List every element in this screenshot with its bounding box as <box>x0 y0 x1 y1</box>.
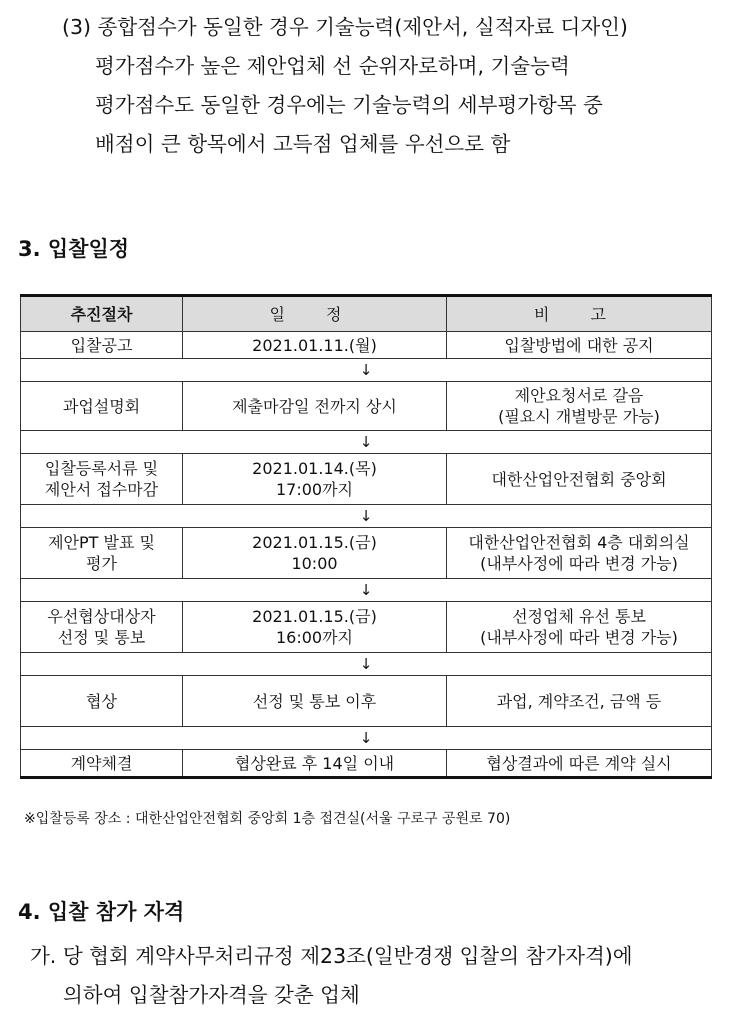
procedure-cell: 협상 <box>21 676 183 727</box>
column-header-remarks: 비 고 <box>447 296 712 332</box>
schedule-row <box>21 332 712 359</box>
procedure-cell: 입찰등록서류 및 제안서 접수마감 <box>21 454 183 505</box>
section-heading-bid-schedule: 3. 입찰일정 <box>18 237 130 261</box>
remarks-cell: 대한산업안전협회 4층 대회의실 (내부사정에 따라 변경 가능) <box>447 528 712 579</box>
schedule-row <box>21 528 712 579</box>
eligibility-line: 의하여 입찰참가자격을 갖춘 업체 <box>63 983 360 1007</box>
schedule-cell: 2021.01.14.(목) 17:00까지 <box>183 454 447 505</box>
section-heading-eligibility: 4. 입찰 참가 자격 <box>18 900 185 924</box>
schedule-row <box>21 676 712 727</box>
remarks-cell: 입찰방법에 대한 공지 <box>447 332 712 359</box>
remarks-cell: 협상결과에 따른 계약 실시 <box>447 750 712 778</box>
column-header-procedure: 추진절차 <box>21 296 183 332</box>
criteria-line: 평가점수도 동일한 경우에는 기술능력의 세부평가항목 중 <box>95 93 603 117</box>
schedule-row <box>21 602 712 653</box>
flow-arrow-row <box>21 579 712 602</box>
schedule-cell: 2021.01.11.(월) <box>183 332 447 359</box>
down-arrow-icon: ↓ <box>21 431 712 454</box>
down-arrow-icon: ↓ <box>21 579 712 602</box>
criteria-line: 배점이 큰 항목에서 고득점 업체를 우선으로 함 <box>95 132 511 156</box>
schedule-row <box>21 454 712 505</box>
procedure-cell: 입찰공고 <box>21 332 183 359</box>
schedule-cell: 선정 및 통보 이후 <box>183 676 447 727</box>
bid-schedule-table <box>20 294 712 779</box>
procedure-cell: 제안PT 발표 및 평가 <box>21 528 183 579</box>
column-header-schedule: 일 정 <box>183 296 447 332</box>
down-arrow-icon: ↓ <box>21 359 712 382</box>
flow-arrow-row <box>21 727 712 750</box>
flow-arrow-row <box>21 359 712 382</box>
flow-arrow-row <box>21 505 712 528</box>
flow-arrow-row <box>21 431 712 454</box>
schedule-cell: 2021.01.15.(금) 16:00까지 <box>183 602 447 653</box>
remarks-cell: 선정업체 유선 통보 (내부사정에 따라 변경 가능) <box>447 602 712 653</box>
eligibility-line: 가. 당 협회 계약사무처리규정 제23조(일반경쟁 입찰의 참가자격)에 <box>30 944 633 968</box>
criteria-line: (3) 종합점수가 동일한 경우 기술능력(제안서, 실적자료 디자인) <box>62 15 628 39</box>
criteria-paragraph <box>62 8 722 164</box>
down-arrow-icon: ↓ <box>21 505 712 528</box>
down-arrow-icon: ↓ <box>21 653 712 676</box>
schedule-cell: 2021.01.15.(금) 10:00 <box>183 528 447 579</box>
remarks-cell: 과업, 계약조건, 금액 등 <box>447 676 712 727</box>
schedule-row <box>21 750 712 778</box>
table-header-row <box>21 296 712 332</box>
schedule-cell: 제출마감일 전까지 상시 <box>183 382 447 431</box>
schedule-row <box>21 382 712 431</box>
footnote-registration-place: ※입찰등록 장소 : 대한산업안전협회 중앙회 1층 접견실(서울 구로구 공원로 70) <box>24 811 511 827</box>
flow-arrow-row <box>21 653 712 676</box>
procedure-cell: 과업설명회 <box>21 382 183 431</box>
remarks-cell: 제안요청서로 갈음 (필요시 개별방문 가능) <box>447 382 712 431</box>
eligibility-paragraph <box>30 937 720 1015</box>
criteria-line: 평가점수가 높은 제안업체 선 순위자로하며, 기술능력 <box>95 54 570 78</box>
procedure-cell: 우선협상대상자 선정 및 통보 <box>21 602 183 653</box>
procedure-cell: 계약체결 <box>21 750 183 778</box>
schedule-cell: 협상완료 후 14일 이내 <box>183 750 447 778</box>
down-arrow-icon: ↓ <box>21 727 712 750</box>
remarks-cell: 대한산업안전협회 중앙회 <box>447 454 712 505</box>
